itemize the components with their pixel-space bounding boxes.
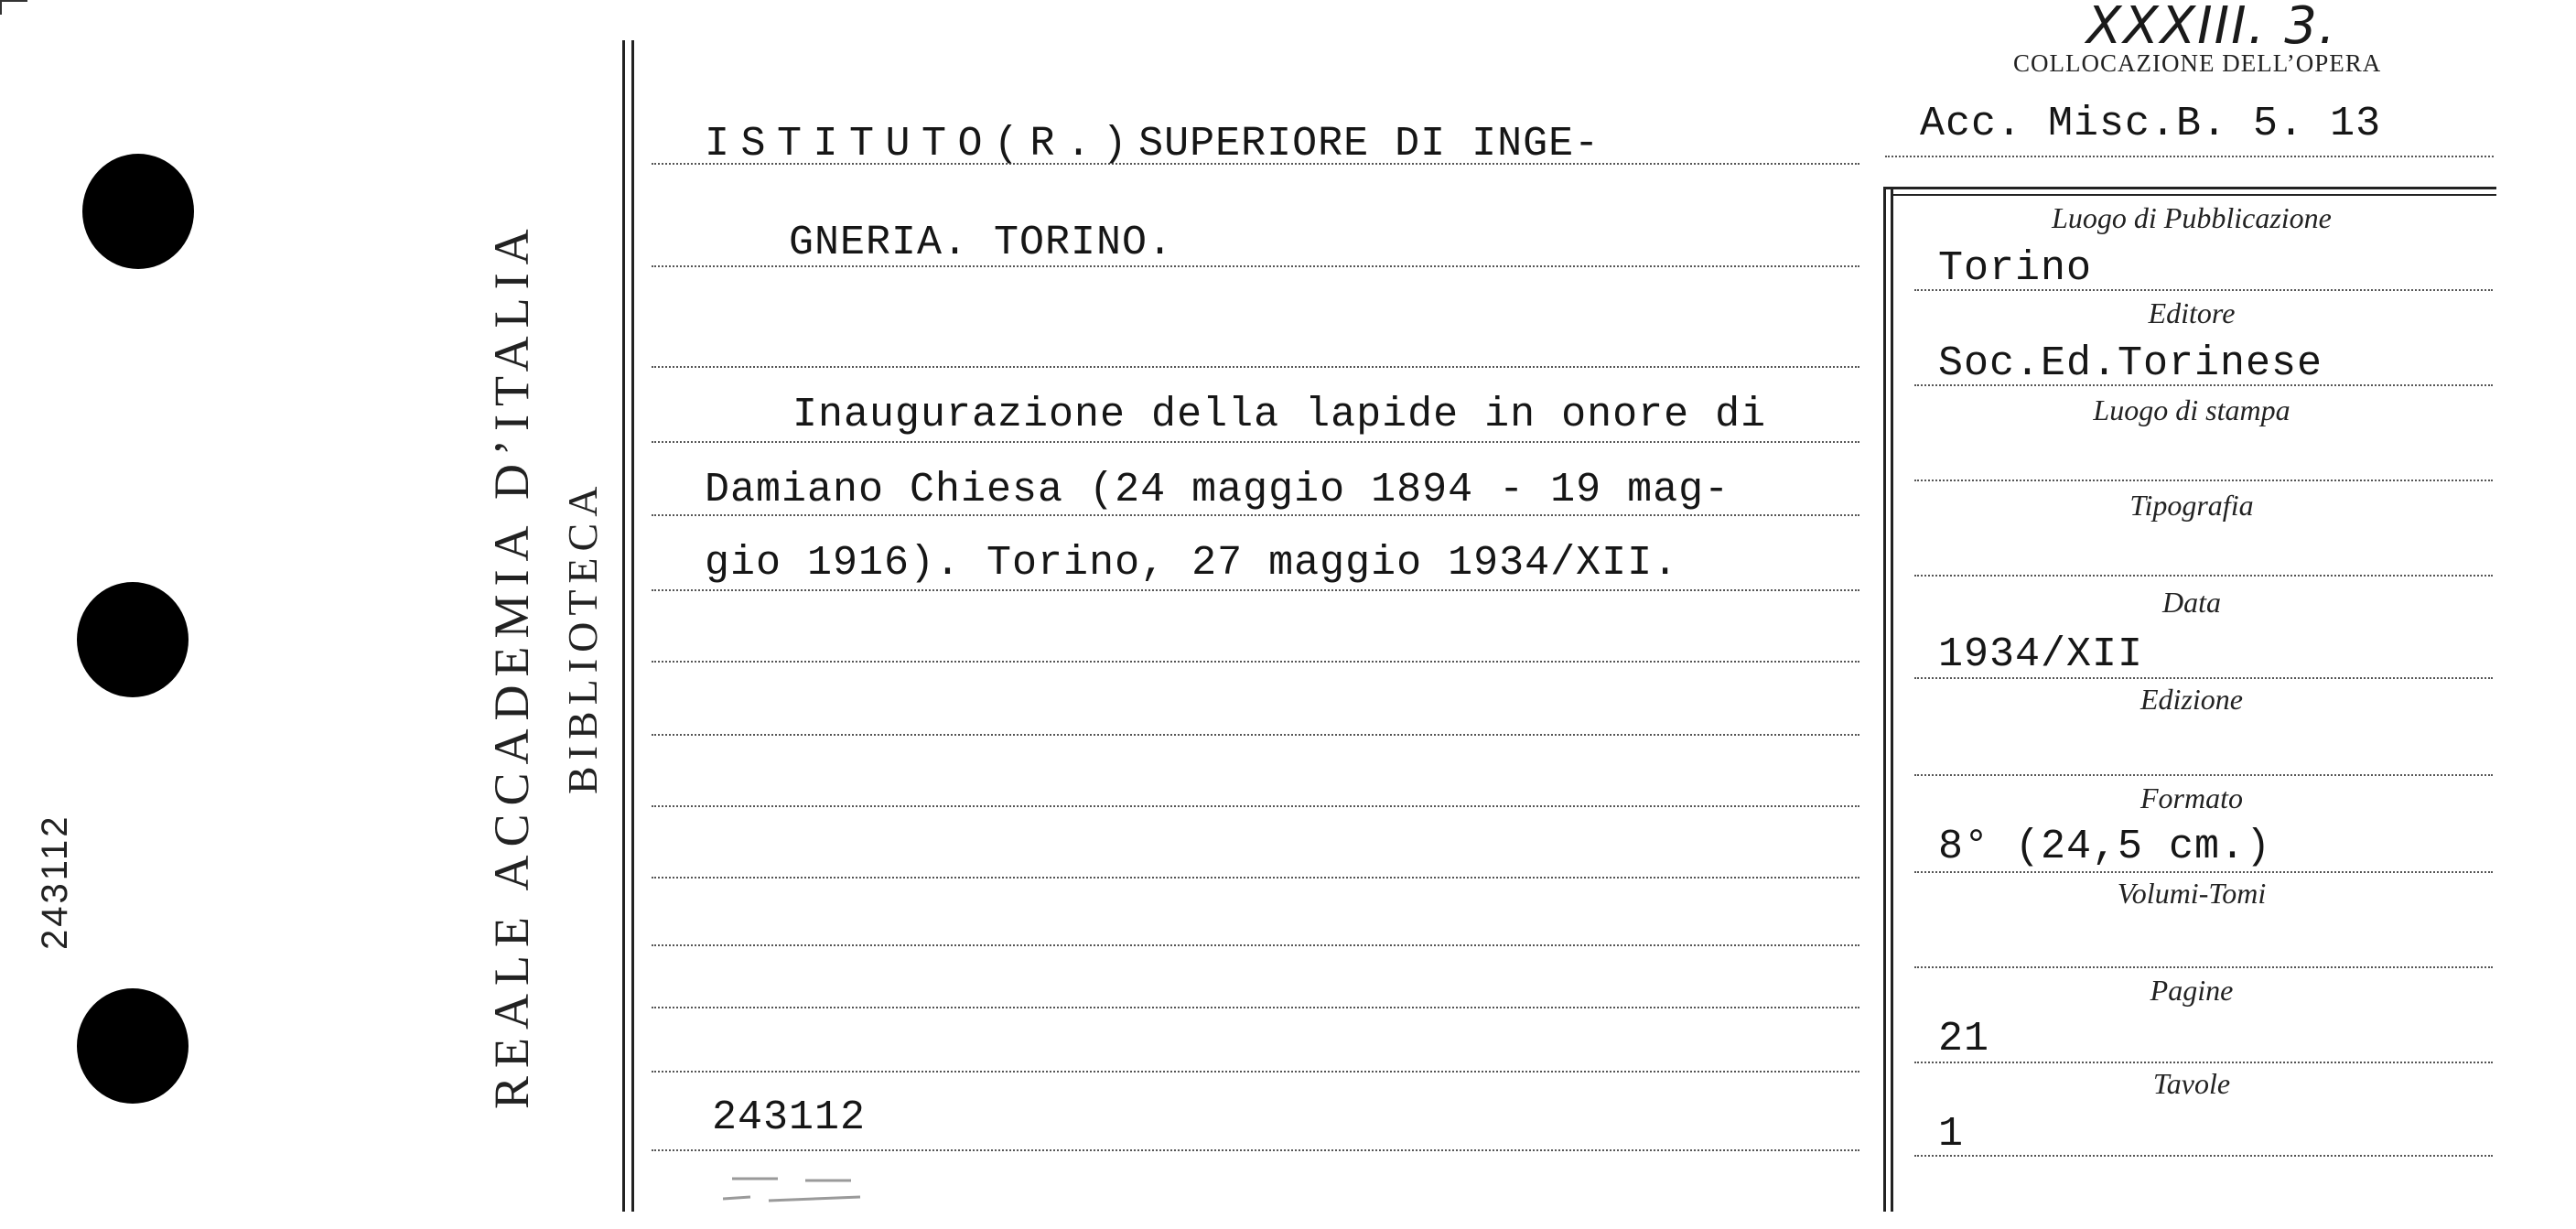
line-tavole <box>1914 1155 2493 1157</box>
left-rule-2 <box>631 40 634 1212</box>
punch-hole-top <box>82 154 194 269</box>
box-rule-2 <box>1891 187 1893 1212</box>
line-formato <box>1914 871 2493 873</box>
title-line-1: Inaugurazione della lapide in onore di <box>792 392 1767 438</box>
vertical-inventory-number: 243112 <box>35 814 75 950</box>
main-line-5 <box>652 514 1859 516</box>
main-line-11 <box>652 944 1859 946</box>
institution-name: REALE ACCADEMIA D’ITALIA <box>484 221 539 1109</box>
author-line-2: GNERIA. TORINO. <box>789 220 1174 266</box>
line-luogo-stampa <box>1914 480 2493 481</box>
label-edizione: Edizione <box>2140 683 2243 716</box>
faint-stamp <box>723 1170 888 1206</box>
left-rule-1 <box>622 40 625 1212</box>
punch-hole-bottom <box>77 988 189 1104</box>
value-formato: 8° (24,5 cm.) <box>1938 824 2272 870</box>
label-tavole: Tavole <box>2152 1067 2231 1100</box>
value-luogo-pubblicazione: Torino <box>1938 245 2093 292</box>
line-editore <box>1914 384 2493 386</box>
library-name: BIBLIOTECA <box>559 480 606 794</box>
box-top-rule-1 <box>1883 187 2496 189</box>
line-data <box>1914 677 2493 679</box>
author-line-1 <box>705 121 1600 167</box>
box-top-rule-2 <box>1891 194 2496 196</box>
title-line-3: gio 1916). Torino, 27 maggio 1934/XII. <box>705 540 1679 587</box>
corner-mark <box>0 0 27 2</box>
label-pagine: Pagine <box>2150 974 2234 1007</box>
corner-mark-vertical <box>0 0 2 15</box>
handwritten-shelfmark: XXXIII. 3. <box>2086 0 2337 56</box>
main-line-9 <box>652 805 1859 807</box>
label-luogo-pubblicazione: Luogo di Pubblicazione <box>2052 201 2332 234</box>
inventory-number: 243112 <box>712 1094 867 1141</box>
line-volumi-tomi <box>1914 966 2493 968</box>
value-data: 1934/XII <box>1938 631 2144 678</box>
line-tipografia <box>1914 575 2493 577</box>
punch-hole-middle <box>77 582 189 697</box>
label-volumi-tomi: Volumi-Tomi <box>2117 877 2267 910</box>
value-tavole: 1 <box>1938 1111 1965 1158</box>
title-line-2: Damiano Chiesa (24 maggio 1894 - 19 mag- <box>705 467 1730 513</box>
main-line-3 <box>652 366 1859 368</box>
line-pagine <box>1914 1062 2493 1063</box>
line-luogo-pubblicazione <box>1914 289 2493 291</box>
collocation-label: COLLOCAZIONE DELL’OPERA <box>2013 49 2382 77</box>
main-line-4 <box>652 441 1859 443</box>
accession-number: Acc. Misc.B. 5. 13 <box>1920 101 2382 147</box>
label-luogo-stampa: Luogo di stampa <box>2093 393 2290 426</box>
main-line-6 <box>652 589 1859 591</box>
value-editore: Soc.Ed.Torinese <box>1938 340 2323 387</box>
main-line-8 <box>652 734 1859 736</box>
value-pagine: 21 <box>1938 1016 1990 1062</box>
main-line-10 <box>652 877 1859 879</box>
label-tipografia: Tipografia <box>2129 489 2254 522</box>
main-line-12 <box>652 1007 1859 1008</box>
box-rule-1 <box>1883 187 1886 1212</box>
line-edizione <box>1914 774 2493 776</box>
author-name: ISTITUTO(R.) <box>705 121 1139 167</box>
author-rest: SUPERIORE DI INGE- <box>1138 121 1601 167</box>
main-line-13 <box>652 1071 1859 1073</box>
label-formato: Formato <box>2140 782 2243 814</box>
main-line-14 <box>652 1149 1859 1151</box>
accession-line <box>1885 156 2494 157</box>
label-data: Data <box>2162 586 2221 619</box>
main-line-7 <box>652 661 1859 663</box>
label-editore: Editore <box>2148 296 2236 329</box>
